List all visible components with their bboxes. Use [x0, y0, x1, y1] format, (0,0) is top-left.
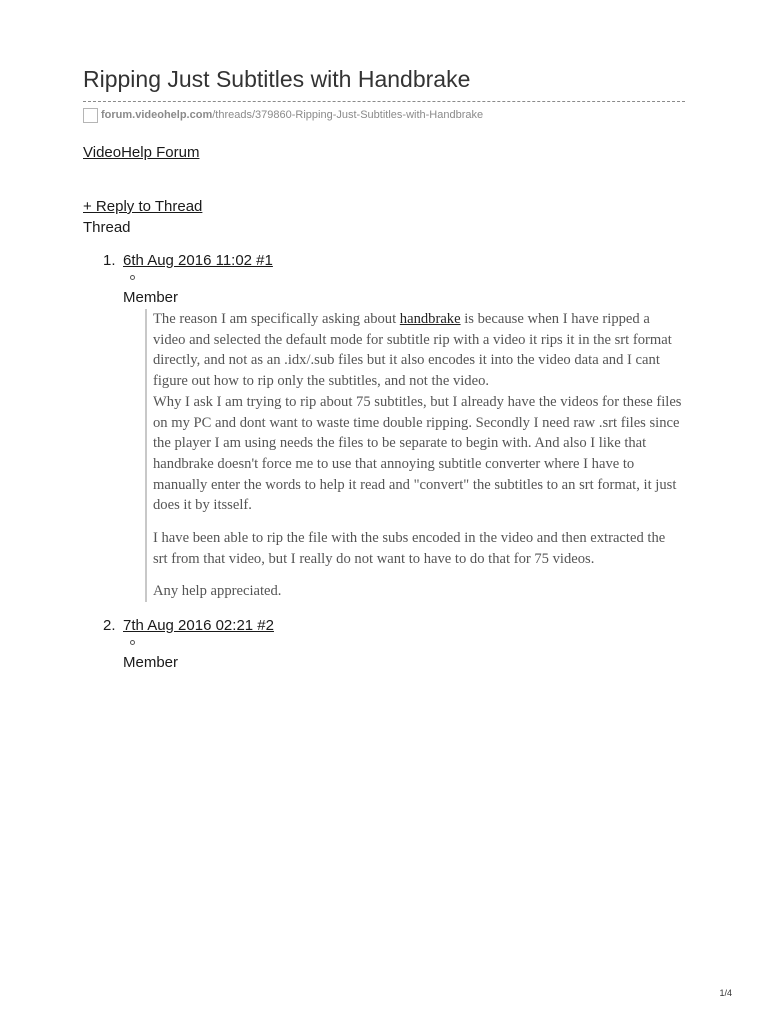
handbrake-link[interactable]: handbrake	[399, 311, 461, 327]
title-divider	[83, 101, 685, 102]
thread-label: Thread	[83, 219, 131, 236]
page-number: 1/4	[719, 988, 732, 998]
source-domain: forum.videohelp.com	[101, 109, 213, 121]
post-body	[153, 309, 683, 602]
source-url[interactable]	[83, 106, 483, 124]
post-paragraph: The reason I am specifically asking about handbrake is because when I have ripped a video and selected the default mode for subtitle rip with a video it rips it in the srt format directly, and not as an .idx/.sub files but it also encodes it into the video data and I cant figure out how to rip only the subtitles, and not the video.	[153, 311, 672, 390]
post-author-role: Member	[123, 289, 179, 306]
post-number: 2.	[103, 617, 116, 634]
post-paragraph: Why I ask I am trying to rip about 75 subtitles, but I already have the videos for these files on my PC and dont want to waste time double ripping. Secondly I need raw .srt files since the player I am using needs the files to be separate to begin with. And also I like that handbrake doesn't force me to use that annoying subtitle converter where I have to manually enter the words to help it read and "convert" the subtitles to an srt format, it just does it by itsself.	[153, 393, 682, 514]
post-author-role: Member	[123, 654, 179, 671]
post-paragraph: I have been able to rip the file with the subs encoded in the video and then extracted the srt from that video, but I really do not want to have to do that for 75 videos.	[153, 530, 666, 567]
post-date-link[interactable]: 7th Aug 2016 02:21 #2	[123, 617, 274, 634]
bullet-icon	[130, 275, 135, 280]
page-title: Ripping Just Subtitles with Handbrake	[83, 66, 471, 92]
post-paragraph: Any help appreciated.	[153, 583, 282, 600]
forum-link[interactable]: VideoHelp Forum	[83, 144, 200, 161]
source-path: /threads/379860-Ripping-Just-Subtitles-with-Handbrake	[212, 109, 484, 121]
post-number: 1.	[103, 252, 116, 269]
post-date-link[interactable]: 6th Aug 2016 11:02 #1	[123, 252, 273, 269]
reply-to-thread-link[interactable]: + Reply to Thread	[83, 198, 203, 215]
bullet-icon	[130, 640, 135, 645]
favicon-icon	[83, 108, 98, 123]
